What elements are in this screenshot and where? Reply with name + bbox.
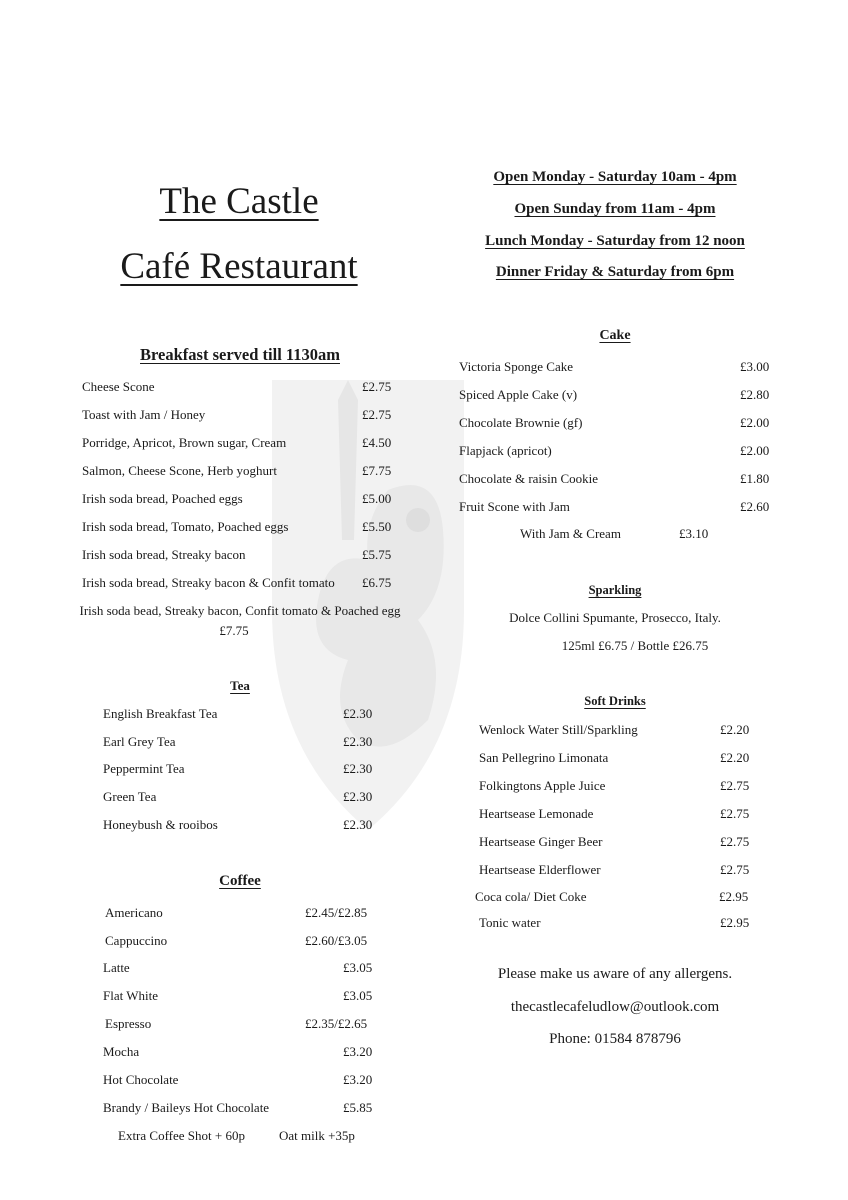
- tea-item-name: Earl Grey Tea: [103, 734, 176, 749]
- allergens-notice: Please make us aware of any allergens.: [497, 966, 733, 982]
- tea-item-name: Green Tea: [103, 789, 157, 804]
- cake-heading: Cake: [599, 328, 631, 343]
- tea-item-price: £2.30: [343, 817, 373, 832]
- hours-line: Open Sunday from 11am - 4pm: [514, 201, 716, 217]
- coffee-item-price: £3.05: [343, 988, 373, 1003]
- breakfast-item-name: Toast with Jam / Honey: [82, 407, 206, 422]
- coffee-item-price: £2.45/£2.85: [305, 905, 368, 920]
- breakfast-item-name: Irish soda bread, Streaky bacon: [82, 547, 246, 562]
- cake-item-name: Chocolate Brownie (gf): [459, 415, 583, 430]
- coffee-item-name: Hot Chocolate: [103, 1072, 179, 1087]
- cake-item-price: £1.80: [740, 471, 770, 486]
- contact-phone: Phone: 01584 878796: [549, 1031, 681, 1047]
- breakfast-item-name: Porridge, Apricot, Brown sugar, Cream: [82, 435, 287, 450]
- coffee-item-price: £2.35/£2.65: [305, 1016, 368, 1031]
- cake-item-name: Chocolate & raisin Cookie: [459, 471, 599, 486]
- sparkling-heading: Sparkling: [588, 583, 642, 597]
- cake-item-price: £2.60: [740, 499, 770, 514]
- soft-drink-name: Tonic water: [479, 915, 541, 930]
- breakfast-item-name: Irish soda bread, Tomato, Poached eggs: [82, 519, 289, 534]
- tea-heading: Tea: [230, 678, 250, 693]
- breakfast-item-price: £4.50: [362, 435, 392, 450]
- coffee-item-price: £2.60/£3.05: [305, 933, 368, 948]
- breakfast-item-name: Cheese Scone: [82, 379, 155, 394]
- soft-drink-price: £2.75: [720, 778, 750, 793]
- soft-drink-price: £2.75: [720, 806, 750, 821]
- breakfast-item-name: Irish soda bead, Streaky bacon, Confit tomato & Poached egg: [79, 603, 401, 618]
- soft-drinks-heading: Soft Drinks: [584, 694, 646, 708]
- soft-drink-name: Wenlock Water Still/Sparkling: [479, 722, 638, 737]
- breakfast-item-name: Irish soda bread, Streaky bacon & Confit tomato: [82, 575, 335, 590]
- tea-item-name: Peppermint Tea: [103, 761, 185, 776]
- coffee-oat-milk: Oat milk +35p: [279, 1128, 355, 1143]
- breakfast-item-price: £7.75: [219, 623, 249, 638]
- soft-drink-name: Heartsease Ginger Beer: [479, 834, 603, 849]
- soft-drink-name: San Pellegrino Limonata: [479, 750, 609, 765]
- breakfast-heading: Breakfast served till 1130am: [140, 345, 340, 364]
- coffee-item-price: £5.85: [343, 1100, 373, 1115]
- coffee-heading: Coffee: [219, 873, 261, 889]
- hours-line: Open Monday - Saturday 10am - 4pm: [493, 169, 737, 185]
- sparkling-prices: 125ml £6.75 / Bottle £26.75: [561, 638, 709, 653]
- coffee-item-name: Mocha: [103, 1044, 140, 1059]
- contact-email: thecastlecafeludlow@outlook.com: [510, 999, 720, 1015]
- breakfast-item-price: £2.75: [362, 407, 392, 422]
- cake-item-name: Victoria Sponge Cake: [459, 359, 574, 374]
- coffee-item-name: Brandy / Baileys Hot Chocolate: [103, 1100, 270, 1115]
- tea-item-price: £2.30: [343, 761, 373, 776]
- coffee-item-name: Cappuccino: [105, 933, 168, 948]
- coffee-item-name: Americano: [105, 905, 163, 920]
- soft-drink-price: £2.75: [720, 862, 750, 877]
- breakfast-item-price: £5.75: [362, 547, 392, 562]
- hours-line: Dinner Friday & Saturday from 6pm: [495, 264, 735, 280]
- cake-item-name: Spiced Apple Cake (v): [459, 387, 578, 402]
- breakfast-item-name: Salmon, Cheese Scone, Herb yoghurt: [82, 463, 277, 478]
- cake-item-price: £2.00: [740, 443, 770, 458]
- cake-item-name: Fruit Scone with Jam: [459, 499, 570, 514]
- coffee-item-price: £3.20: [343, 1072, 373, 1087]
- tea-item-price: £2.30: [343, 706, 373, 721]
- cake-item-price: £3.10: [679, 526, 709, 541]
- soft-drink-price: £2.95: [720, 915, 750, 930]
- sparkling-wine: Dolce Collini Spumante, Prosecco, Italy.: [509, 610, 721, 625]
- breakfast-item-name: Irish soda bread, Poached eggs: [82, 491, 243, 506]
- soft-drink-name: Heartsease Elderflower: [479, 862, 601, 877]
- coffee-item-name: Flat White: [103, 988, 159, 1003]
- tea-item-price: £2.30: [343, 734, 373, 749]
- coffee-extra-shot: Extra Coffee Shot + 60p: [118, 1128, 245, 1143]
- cake-item-name: Flapjack (apricot): [459, 443, 552, 458]
- breakfast-item-price: £6.75: [362, 575, 392, 590]
- coffee-item-name: Latte: [103, 960, 130, 975]
- cake-item-price: £3.00: [740, 359, 770, 374]
- soft-drink-name: Coca cola/ Diet Coke: [475, 889, 587, 904]
- soft-drink-price: £2.95: [719, 889, 749, 904]
- tea-item-name: English Breakfast Tea: [103, 706, 218, 721]
- cake-item-name: With Jam & Cream: [520, 526, 621, 541]
- tea-item-price: £2.30: [343, 789, 373, 804]
- soft-drink-price: £2.20: [720, 750, 750, 765]
- breakfast-item-price: £7.75: [362, 463, 392, 478]
- cake-item-price: £2.80: [740, 387, 770, 402]
- soft-drink-name: Heartsease Lemonade: [479, 806, 594, 821]
- breakfast-item-price: £2.75: [362, 379, 392, 394]
- coffee-item-name: Espresso: [105, 1016, 152, 1031]
- coffee-item-price: £3.20: [343, 1044, 373, 1059]
- cake-item-price: £2.00: [740, 415, 770, 430]
- soft-drink-price: £2.75: [720, 834, 750, 849]
- soft-drink-price: £2.20: [720, 722, 750, 737]
- soft-drink-name: Folkingtons Apple Juice: [479, 778, 606, 793]
- tea-item-name: Honeybush & rooibos: [103, 817, 218, 832]
- page-title-line1: The Castle: [159, 181, 319, 222]
- coffee-item-price: £3.05: [343, 960, 373, 975]
- breakfast-item-price: £5.50: [362, 519, 392, 534]
- hours-line: Lunch Monday - Saturday from 12 noon: [485, 233, 745, 249]
- breakfast-item-price: £5.00: [362, 491, 392, 506]
- page-title-line2: Café Restaurant: [120, 246, 358, 287]
